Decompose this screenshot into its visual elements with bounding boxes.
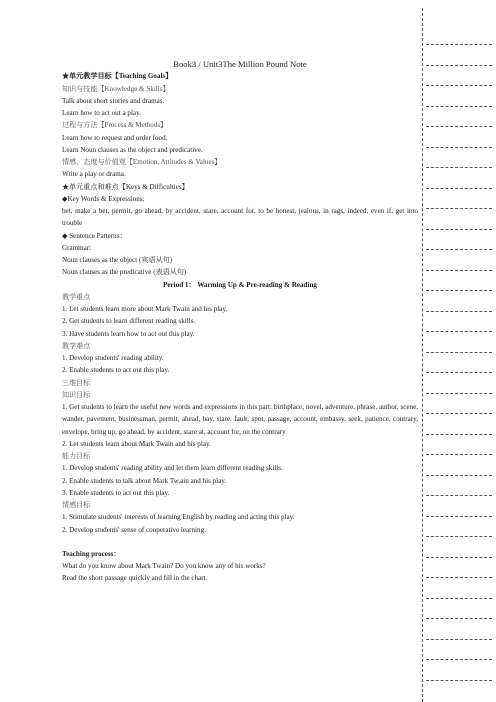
text-line: Noun clauses as the predicative (表语从句) — [62, 268, 187, 277]
margin-rule-line — [426, 598, 492, 599]
text-line: Noun clauses as the object (宾语从句) — [62, 256, 173, 264]
margin-rule-line — [426, 393, 492, 394]
subheading: 教学难点 — [62, 341, 91, 350]
subheading: 教学重点 — [62, 292, 91, 301]
text-line: 3. Enable students to act out this play. — [62, 488, 170, 497]
text-line: 2. Enable students to act out this play. — [62, 366, 170, 375]
margin-rule-line — [426, 44, 492, 45]
text-line: Write a play or drama. — [62, 170, 126, 179]
document-title: Book3 / Unit3The Million Pound Note — [173, 59, 307, 69]
document-body — [62, 58, 418, 585]
section-heading: ★单元教学目标【Teaching Goals】 — [62, 72, 173, 81]
margin-rule-line — [426, 311, 492, 312]
text-line: Learn how to request and order food. — [62, 133, 168, 142]
subheading: 情感目标 — [62, 501, 91, 509]
margin-rule-line — [426, 372, 492, 373]
subheading: 情感、态度与价值观【Emotion, Attitudes & Values】 — [62, 158, 222, 166]
margin-rule-line — [426, 413, 492, 414]
margin-rule-line — [426, 618, 492, 619]
margin-rule-line — [426, 659, 492, 660]
margin-rule-line — [426, 536, 492, 537]
margin-rule-line — [426, 352, 492, 353]
margin-rule-line — [426, 65, 492, 66]
margin-rule-line — [426, 680, 492, 681]
subheading: 知识目标 — [62, 390, 91, 399]
subheading: 三维目标 — [62, 378, 91, 387]
text-line: 1. Develop students' reading ability and let them learn different reading skills. — [62, 464, 283, 473]
text-line: Read the short passage quickly and fill in the chart. — [62, 574, 208, 583]
text-line: Learn Noun clauses as the object and predicative. — [62, 145, 203, 154]
blank-line — [62, 536, 418, 548]
margin-rule-line — [426, 147, 492, 148]
margin-rule-line — [426, 85, 492, 86]
margin-rule-line — [426, 290, 492, 291]
margin-rule-line — [426, 208, 492, 209]
margin-rule-line — [426, 270, 492, 271]
text-line: What do you know about Mark Twain? Do you know any of his works? — [62, 562, 266, 570]
vocabulary-paragraph: 1. Get students to learn the useful new words and expressions in this part: birthplace, novel, adventure, phrase, author, scene, wander, pavement, businessman, permit, ahead, bay, stare, fault, spot, passage, account, embassy, seek, patience, contrary, envelope, bring up, go ahead, by accident, stare at, account for, on the contrary — [62, 403, 418, 436]
text-line: Grammar: — [62, 243, 92, 252]
subheading: 知识与技能【Knowledge & Skills】 — [62, 84, 170, 93]
margin-rule-line — [426, 167, 492, 168]
margin-rule-line — [426, 557, 492, 558]
text-line: 2. Develop students' sense of cooperative learning. — [62, 525, 206, 534]
margin-rule-line — [426, 331, 492, 332]
key-words-list: bet, make a bet, permit, go ahead, by accident, stare, account for, to be honest, jealous, in rags, indeed, even if, get into trouble — [62, 207, 418, 228]
text-line: 1. Let students learn more about Mark Twain and his play. — [62, 305, 228, 313]
section-heading: ★单元重点和难点【Keys & Difficulties】 — [62, 182, 189, 191]
margin-rule-line — [426, 639, 492, 640]
text-line: ◆ Sentence Patterns： — [62, 231, 127, 240]
margin-rule-line — [426, 126, 492, 127]
subheading: 过程与方法【Process & Methods】 — [62, 121, 168, 130]
text-line: 2. Get students to learn different reading skills. — [62, 317, 196, 326]
text-line: Talk about short stories and dramas. — [62, 96, 165, 105]
text-line: ◆Key Words & Expressions: — [62, 194, 145, 203]
margin-rule-line — [426, 188, 492, 189]
period-heading: Period 1： Warming Up & Pre-reading & Reading — [163, 280, 317, 289]
text-line: 1. Stimulate students' interests of learning English by reading and acting this play. — [62, 513, 295, 522]
margin-rule-line — [426, 249, 492, 250]
notes-margin — [422, 0, 496, 702]
margin-rule-line — [426, 454, 492, 455]
margin-rule-line — [426, 516, 492, 517]
margin-divider — [422, 8, 423, 702]
margin-rule-line — [426, 577, 492, 578]
text-line: Learn how to act out a play. — [62, 109, 141, 117]
text-line: 3. Have students learn how to act out this play. — [62, 329, 195, 338]
margin-rule-line — [426, 434, 492, 435]
margin-rule-line — [426, 106, 492, 107]
subheading: 能力目标 — [62, 452, 91, 460]
margin-rule-line — [426, 475, 492, 476]
teaching-process-heading: Teaching process： — [62, 549, 121, 558]
margin-rule-line — [426, 229, 492, 230]
text-line: 2. Enable students to talk about Mark Tw,ain and his play. — [62, 476, 227, 485]
margin-rule-line — [426, 495, 492, 496]
text-line: 2. Let students learn about Mark Twain and his play. — [62, 439, 211, 448]
text-line: 1. Develop students' reading ability. — [62, 354, 164, 362]
